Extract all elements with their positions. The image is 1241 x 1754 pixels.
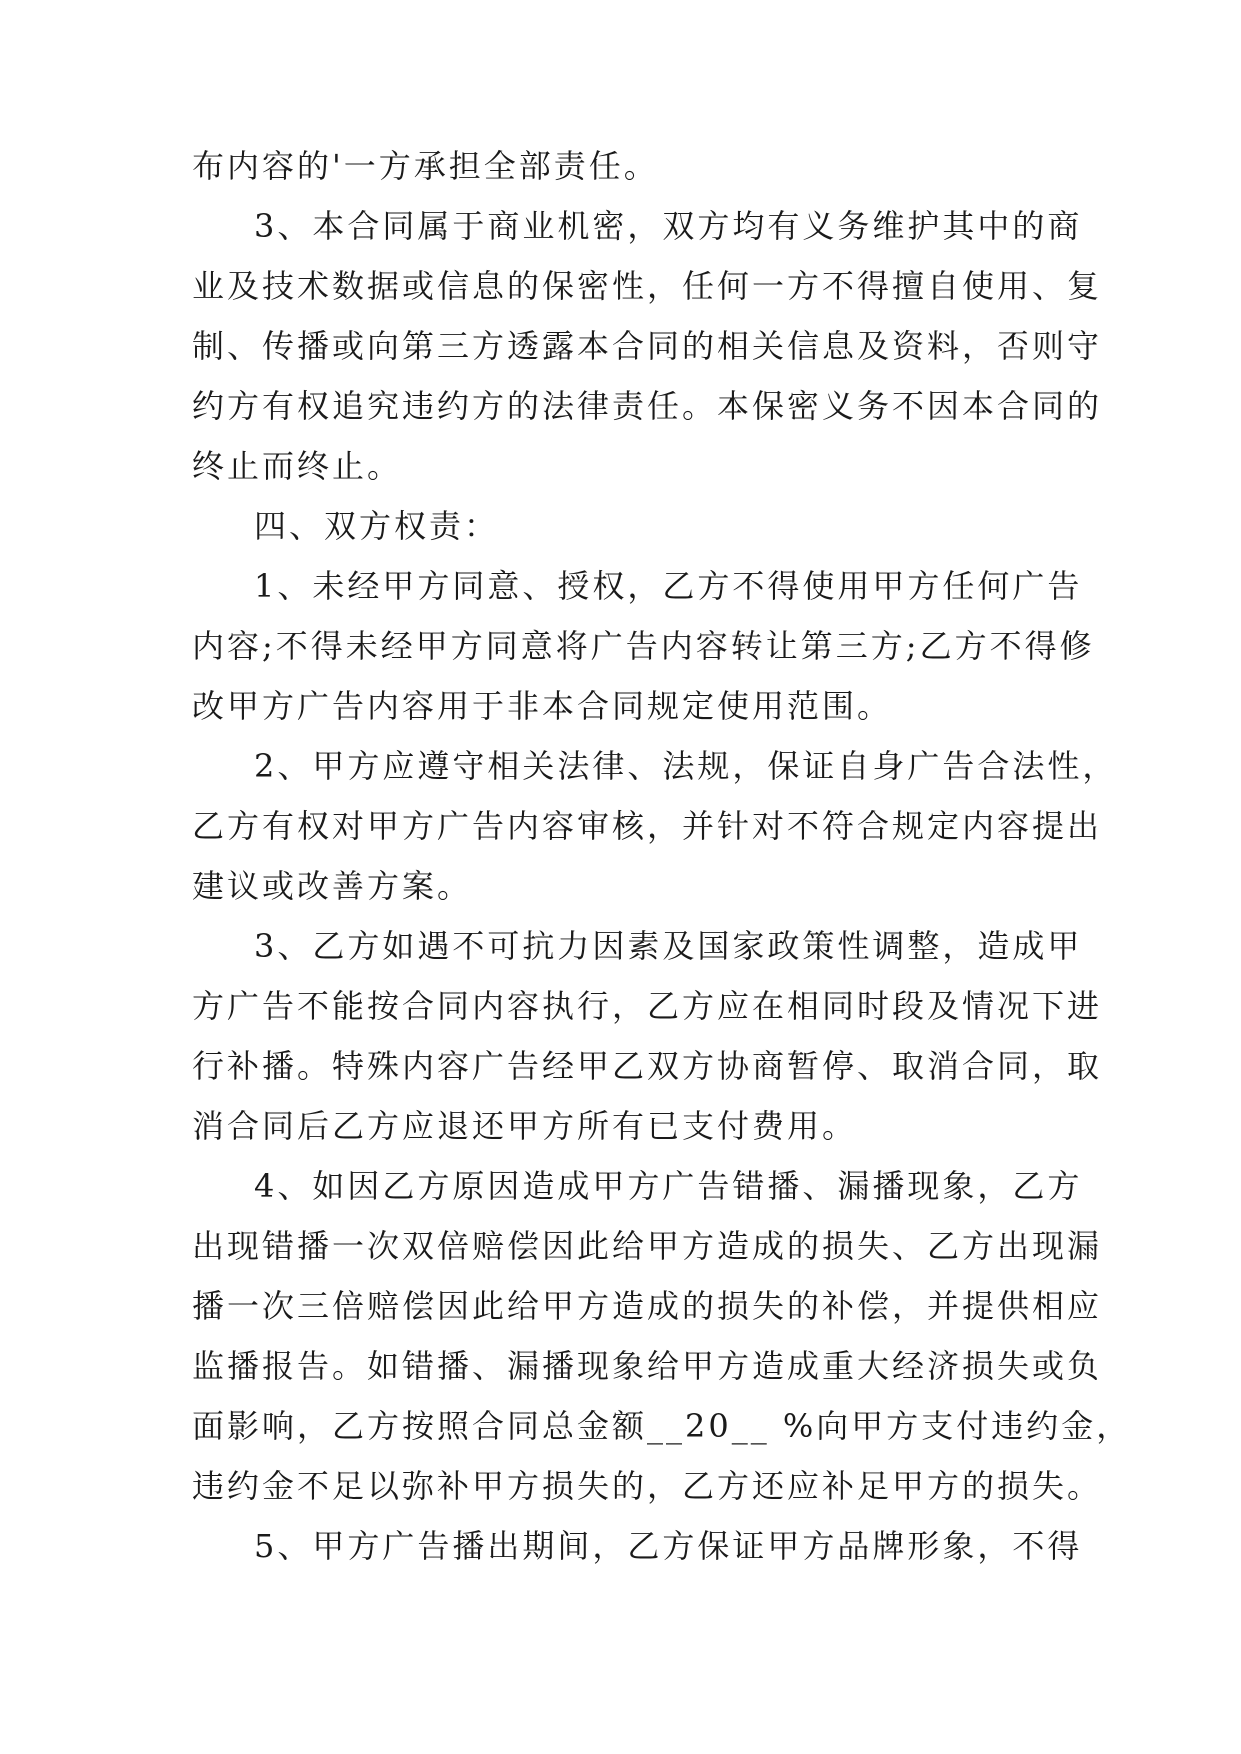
text-line: 播一次三倍赔偿因此给甲方造成的损失的补偿，并提供相应 bbox=[192, 1287, 1103, 1325]
text-line: 行补播。特殊内容广告经甲乙双方协商暂停、取消合同，取 bbox=[192, 1047, 1103, 1085]
text-line: 面影响，乙方按照合同总金额__20__ %向甲方支付违约金， bbox=[192, 1407, 1132, 1445]
text-line: 方广告不能按合同内容执行，乙方应在相同时段及情况下进 bbox=[192, 987, 1103, 1025]
text-line: 违约金不足以弥补甲方损失的，乙方还应补足甲方的损失。 bbox=[192, 1467, 1103, 1505]
text-line: 出现错播一次双倍赔偿因此给甲方造成的损失、乙方出现漏 bbox=[192, 1227, 1103, 1265]
text-line: 业及技术数据或信息的保密性，任何一方不得擅自使用、复 bbox=[192, 267, 1103, 305]
paragraph-start: 1、未经甲方同意、授权，乙方不得使用甲方任何广告 bbox=[254, 567, 1083, 605]
text-line: 乙方有权对甲方广告内容审核，并针对不符合规定内容提出 bbox=[192, 807, 1103, 845]
paragraph-start: 4、如因乙方原因造成甲方广告错播、漏播现象，乙方 bbox=[254, 1167, 1083, 1205]
text-line: 约方有权追究违约方的法律责任。本保密义务不因本合同的 bbox=[192, 387, 1103, 425]
paragraph-start: 2、甲方应遵守相关法律、法规，保证自身广告合法性， bbox=[254, 747, 1118, 785]
text-line: 改甲方广告内容用于非本合同规定使用范围。 bbox=[192, 687, 893, 725]
paragraph-start: 3、本合同属于商业机密，双方均有义务维护其中的商 bbox=[254, 207, 1083, 245]
section-heading: 四、双方权责： bbox=[254, 507, 500, 545]
text-line: 终止而终止。 bbox=[192, 447, 403, 485]
text-line: 建议或改善方案。 bbox=[192, 867, 473, 905]
text-line: 制、传播或向第三方透露本合同的相关信息及资料，否则守 bbox=[192, 327, 1103, 365]
text-line: 内容;不得未经甲方同意将广告内容转让第三方;乙方不得修 bbox=[192, 627, 1095, 665]
paragraph-start: 5、甲方广告播出期间，乙方保证甲方品牌形象，不得 bbox=[254, 1527, 1083, 1565]
paragraph-start: 3、乙方如遇不可抗力因素及国家政策性调整，造成甲 bbox=[254, 927, 1083, 965]
text-line: 消合同后乙方应退还甲方所有已支付费用。 bbox=[192, 1107, 858, 1145]
text-line: 监播报告。如错播、漏播现象给甲方造成重大经济损失或负 bbox=[192, 1347, 1103, 1385]
text-line: 布内容的'一方承担全部责任。 bbox=[192, 147, 659, 185]
